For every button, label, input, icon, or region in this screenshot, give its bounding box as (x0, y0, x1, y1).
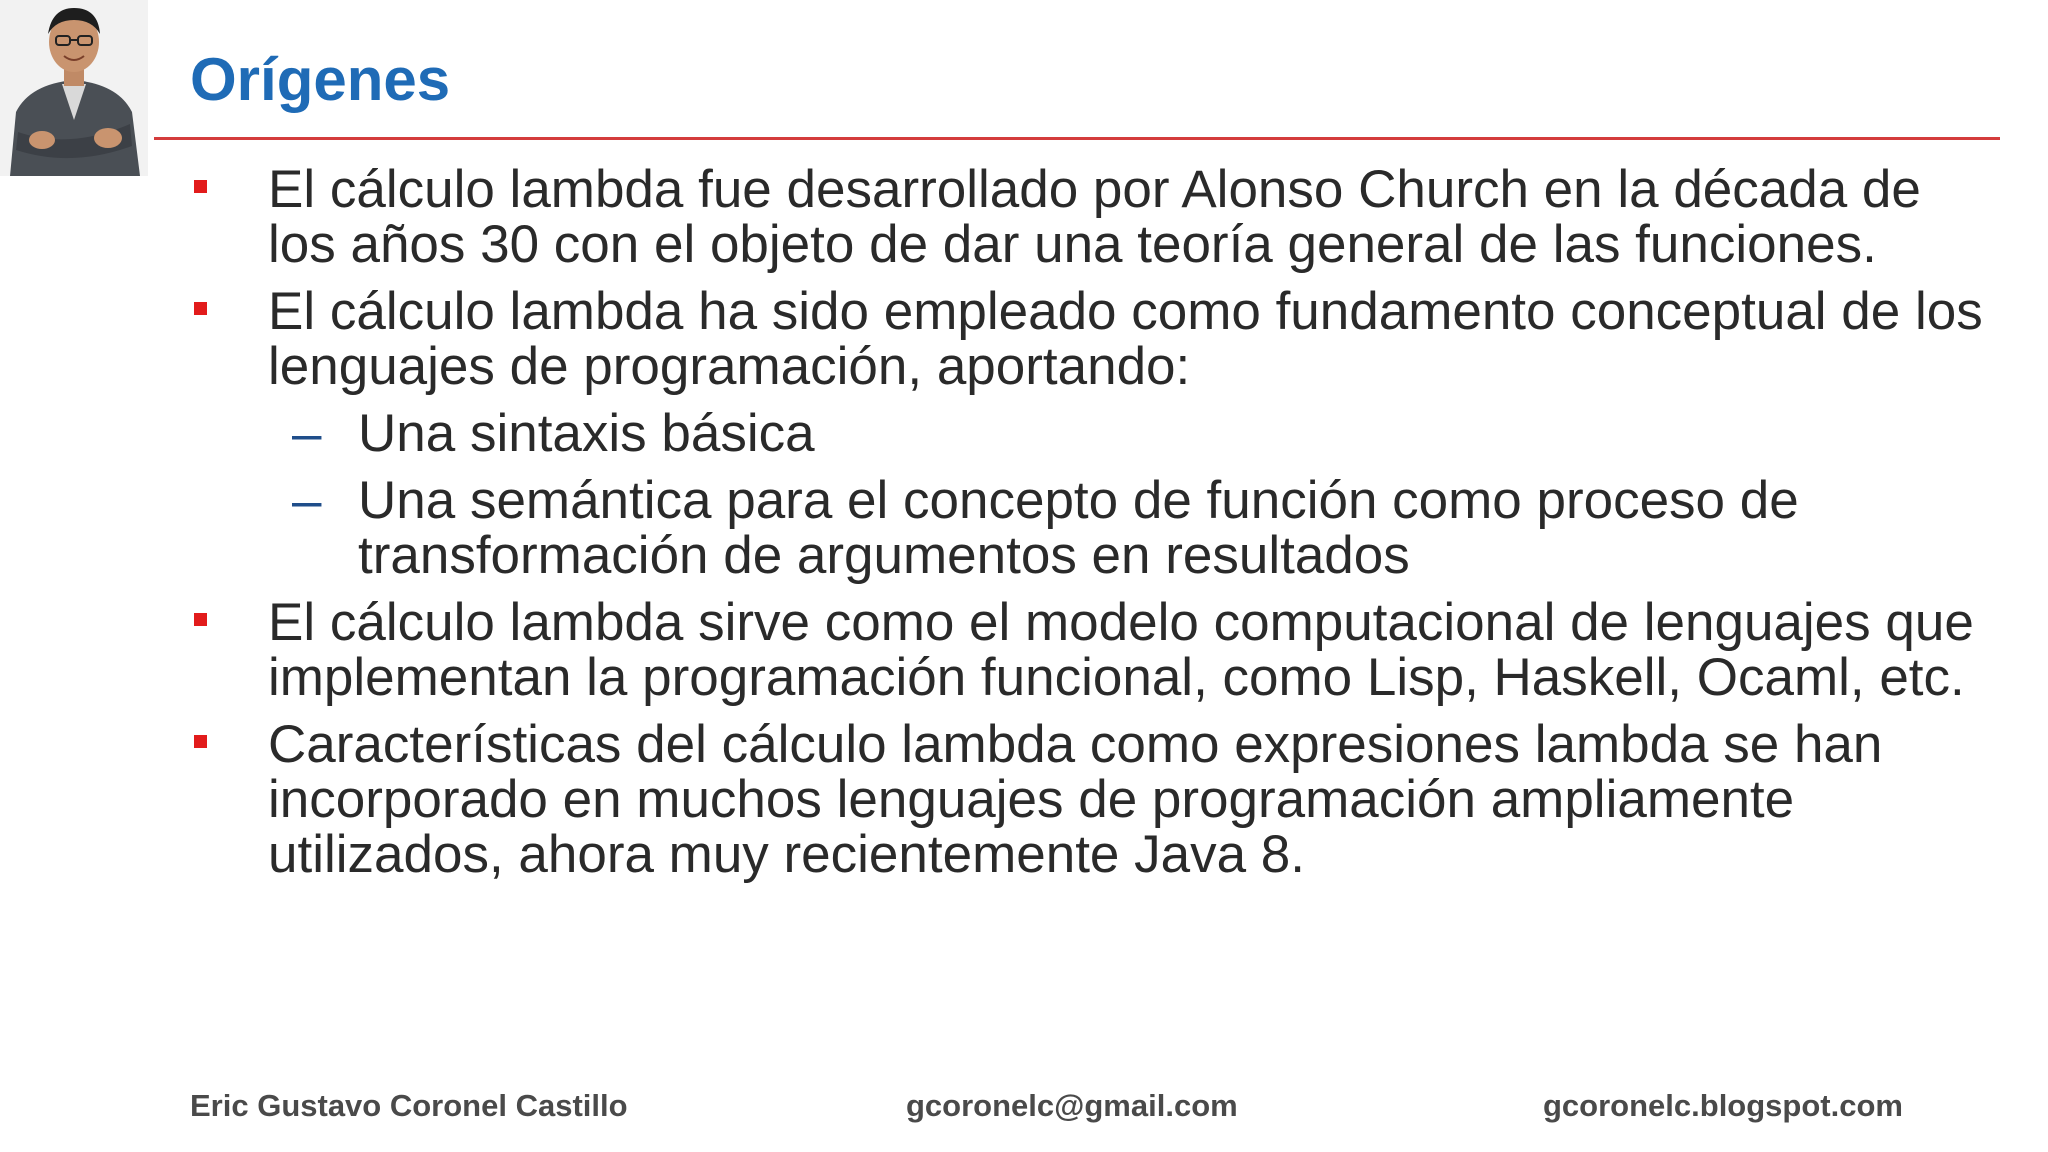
sub-bullet-dash-icon: – (292, 404, 322, 463)
title-divider (154, 137, 2000, 140)
bullet-item (190, 717, 1990, 882)
footer-email: gcoronelc@gmail.com (906, 1088, 1238, 1123)
bullet-text: El cálculo lambda sirve como el modelo computacional de lenguajes que implementan la programación funcional, como Lisp, Haskell, Ocaml, etc. (268, 593, 1974, 707)
slide-title: Orígenes (190, 46, 451, 113)
sub-bullet-text: Una semántica para el concepto de función como proceso de transformación de argumentos en resultados (358, 471, 1799, 585)
sub-bullet-item (190, 406, 1990, 461)
footer-author: Eric Gustavo Coronel Castillo (190, 1088, 628, 1123)
sub-bullet-dash-icon: – (292, 471, 322, 530)
sub-bullet-text: Una sintaxis básica (358, 404, 815, 463)
sub-bullet-item (190, 473, 1990, 583)
bullet-square-icon (194, 735, 207, 748)
bullet-square-icon (194, 180, 207, 193)
bullet-text: El cálculo lambda fue desarrollado por Alonso Church en la década de los años 30 con el objeto de dar una teoría general de las funciones. (268, 160, 1921, 274)
footer-blog: gcoronelc.blogspot.com (1543, 1088, 1903, 1123)
bullet-square-icon (194, 302, 207, 315)
bullet-item (190, 284, 1990, 394)
presenter-photo (0, 0, 148, 176)
bullet-text: Características del cálculo lambda como expresiones lambda se han incorporado en muchos lenguajes de programación ampliamente utilizados, ahora muy recientemente Java 8. (268, 715, 1883, 884)
bullet-text: El cálculo lambda ha sido empleado como fundamento conceptual de los lenguajes de programación, aportando: (268, 282, 1983, 396)
bullet-item (190, 162, 1990, 272)
bullet-square-icon (194, 613, 207, 626)
slide-content (190, 162, 1990, 894)
bullet-item (190, 595, 1990, 705)
